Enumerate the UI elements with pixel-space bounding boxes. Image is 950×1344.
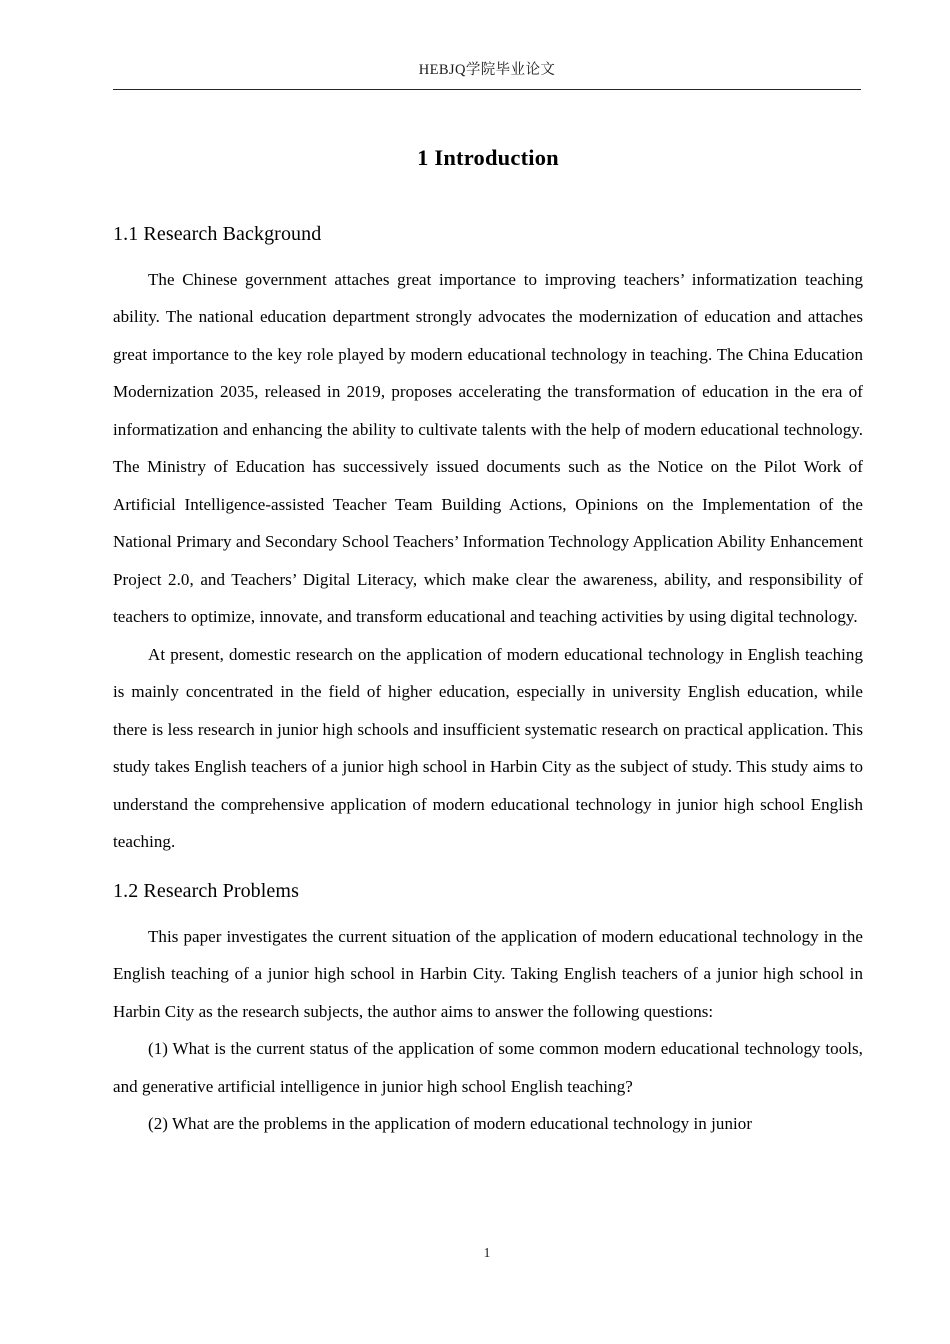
paragraph-research-question-2: (2) What are the problems in the application of modern educational technology in junior [148, 1114, 753, 1133]
running-header-text: HEBJQ学院毕业论文 [418, 62, 556, 78]
page-content [113, 112, 863, 1143]
paragraph-research-background-1: The Chinese government attaches great importance to improving teachers’ informatization teaching ability. The national education department strongly advocates the modernization of education and attaches great importance to the key role played by modern educational technology in teaching. The China Education Modernization 2035, released in 2019, proposes accelerating the transformation of education in the era of informatization and enhancing the ability to cultivate talents with the help of modern educational technology. The Ministry of Education has successively issued documents such as the Notice on the Pilot Work of Artificial Intelligence-assisted Teacher Team Building Actions, Opinions on the Implementation of the National Primary and Secondary School Teachers’ Information Technology Application Ability Enhancement Project 2.0, and Teachers’ Digital Literacy, which make clear the awareness, ability, and responsibility of teachers to optimize, innovate, and transform educational and teaching activities by using digital technology. [113, 269, 863, 626]
paragraph-research-background-2: At present, domestic research on the application of modern educational technology in English teaching is mainly concentrated in the field of higher education, especially in university English education, while there is less research in junior high schools and insufficient systematic research on practical application. This study takes English teachers of a junior high school in Harbin City as the subject of study. This study aims to understand the comprehensive application of modern educational technology in junior high school English teaching. [113, 644, 863, 851]
section-heading-research-background: 1.1 Research Background [113, 222, 322, 245]
paragraph-research-problems-intro: This paper investigates the current situation of the application of modern educational technology in the English teaching of a junior high school in Harbin City. Taking English teachers of a junior high school in Harbin City as the research subjects, the author aims to answer the following questions: [113, 926, 863, 1021]
page-title: 1 Introduction [417, 145, 559, 170]
running-header [113, 62, 861, 79]
page-number: 1 [483, 1245, 491, 1260]
page-footer [113, 1246, 861, 1260]
paragraph-research-question-1: (1) What is the current status of the application of some common modern educational technology tools, and generative artificial intelligence in junior high school English teaching? [113, 1039, 863, 1096]
section-heading-research-problems: 1.2 Research Problems [113, 879, 299, 902]
header-divider-rule [113, 89, 861, 90]
